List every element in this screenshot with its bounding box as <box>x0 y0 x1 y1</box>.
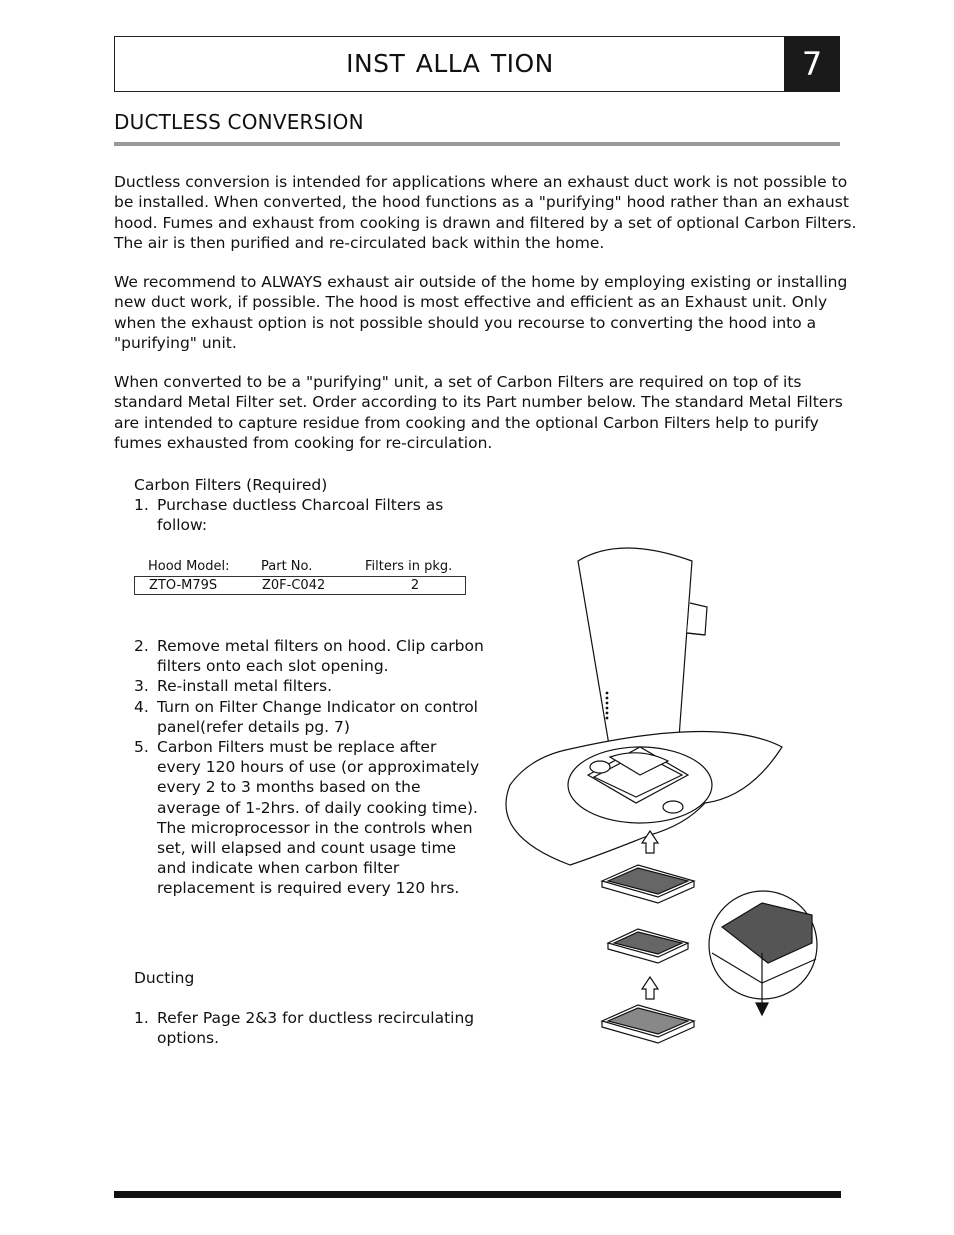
carbon-filter-top <box>602 865 694 903</box>
step-text: Refer Page 2&3 for ductless recirculating options. <box>157 1009 475 1048</box>
list-item <box>134 737 484 899</box>
hood-canopy <box>506 731 782 865</box>
table-header-cell: Part No. <box>261 559 313 574</box>
section-divider <box>114 142 840 146</box>
header-box <box>114 36 840 92</box>
step-text: Re-install metal filters. <box>157 677 333 696</box>
step-text: Remove metal filters on hood. Clip carbon filters onto each slot opening. <box>157 637 484 676</box>
table-cell: 2 <box>410 578 420 593</box>
carbon-steps-list <box>134 495 484 535</box>
filter-table <box>134 557 466 595</box>
table-row <box>134 576 466 595</box>
hood-filter-illustration <box>500 535 830 1055</box>
step-text: Purchase ductless Charcoal Filters as follow: <box>157 496 444 535</box>
table-cell: ZTO-M79S <box>149 578 218 593</box>
list-item <box>134 697 484 737</box>
metal-filter-bottom <box>602 1005 694 1043</box>
list-item <box>134 676 484 696</box>
step-number: 1. <box>134 496 149 514</box>
page-title: INST ALLA TION <box>346 49 554 78</box>
intro-paragraph: Ductless conversion is intended for applications where an exhaust duct work is not possible to be installed. When converted, the hood functions as a "purifying" hood rather than an exhaust hood. Fumes and exhaust from cooking is drawn and filtered by a set of optional Carbon Filters. The air is then purified and re-circulated back within the home. <box>114 173 857 252</box>
carbon-filters-heading: Carbon Filters (Required) <box>134 476 328 494</box>
list-item <box>134 1008 484 1048</box>
carbon-filter-middle <box>608 929 688 963</box>
section-title: DUCTLESS CONVERSION <box>114 110 364 134</box>
step-text: Turn on Filter Change Indicator on control panel(refer details pg. 7) <box>157 697 478 736</box>
up-arrow-icon <box>642 977 658 999</box>
recommendation-paragraph: We recommend to ALWAYS exhaust air outside of the home by employing existing or installing new duct work, if possible. The hood is most effective and efficient as an Exhaust unit. Only when the exhaust option is not possible should you recourse to converting the hood into a "purifying" unit. <box>114 273 848 352</box>
table-cell: Z0F-C042 <box>262 578 326 593</box>
table-header-cell: Filters in pkg. <box>365 559 453 574</box>
step-number: 4. <box>134 697 149 716</box>
hood-chimney <box>578 548 707 751</box>
table-header-row <box>134 557 466 576</box>
step-number: 5. <box>134 738 149 757</box>
page-number: 7 <box>784 36 840 92</box>
step-text: Carbon Filters must be replace after every 120 hours of use (or approximately every 2 to 3 months based on the average of 1-2hrs. of daily cooking time). The microprocessor in the controls when set, will elapsed and count usage time and indicate when carbon filter replacement is required every 120 hrs. <box>157 738 480 898</box>
list-item <box>134 636 484 676</box>
step-number: 2. <box>134 637 149 655</box>
ducting-steps-list <box>134 1008 484 1048</box>
ducting-heading: Ducting <box>134 969 195 987</box>
table-header-cell: Hood Model: <box>148 559 230 574</box>
step-number: 1. <box>134 1009 149 1027</box>
purifying-paragraph: When converted to be a "purifying" unit, a set of Carbon Filters are required on top of its standard Metal Filter set. Order according to its Part number below. The standard Metal Filters are intended to capture residue from cooking and the optional Carbon Filters help to purify fumes exhausted from cooking for re-circulation. <box>114 373 843 452</box>
footer-rule <box>114 1191 841 1198</box>
filter-clip-detail-inset <box>709 891 817 1015</box>
step-number: 3. <box>134 677 149 696</box>
list-item <box>134 495 484 535</box>
carbon-steps-list-continued <box>134 636 484 899</box>
